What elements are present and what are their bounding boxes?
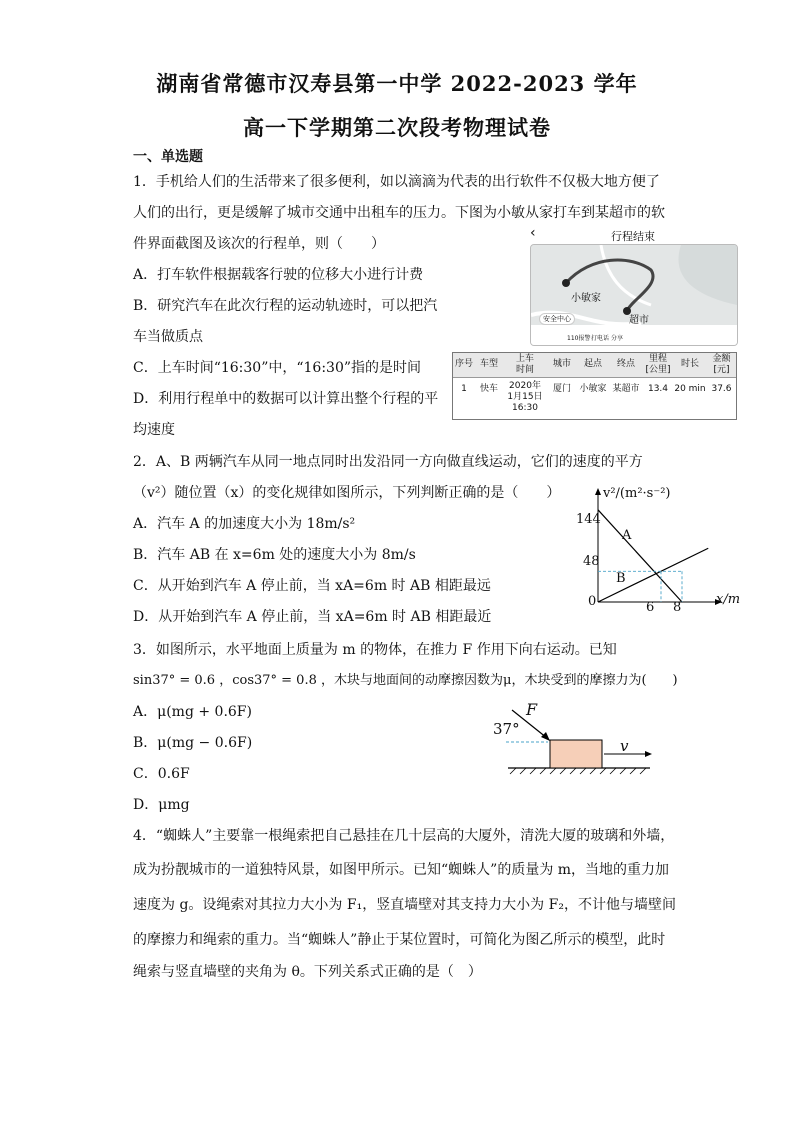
q3-option-c: C．0.6F [133,766,190,782]
graph-xlabel: x/m [716,592,741,607]
q3-line-2: sin37° = 0.6 ，cos37° = 0.8 ，木块与地面间的动摩擦因数为μ，木块受到的摩擦力为( ) [133,673,678,688]
q3-line-1: 3．如图所示，水平地面上质量为 m 的物体，在推力 F 作用下向右运动。已知 [133,642,617,658]
graph-tick-y144: 144 [576,512,601,527]
section-heading: 一、单选题 [133,149,203,165]
map-store-label: 超市 [629,315,649,326]
graph-y-arrow [595,488,601,495]
q3-option-b: B．μ(mg − 0.6F) [133,735,253,751]
q2-option-a: A．汽车 A 的加速度大小为 18m/s² [133,516,356,532]
trip-table-header-cell: 终点 [616,359,635,369]
trip-table-header-cell: 时长 [680,359,699,369]
trip-table-cell: 37.6 [711,384,732,394]
trip-table-cell: 某超市 [612,384,640,394]
map-safety-button[interactable]: 安全中心 [539,313,575,325]
map-back-icon: ‹ [530,225,536,241]
trip-table-cell: 20 min [674,384,706,394]
graph-tick-x8: 8 [673,600,682,615]
trip-table-cell: 快车 [479,384,498,394]
block [550,740,602,768]
q1-option-b-1: B．研究汽车在此次行程的运动轨迹时，可以把汽 [133,298,438,314]
page-title-line1: 湖南省常德市汉寿县第一中学 2022-2023 学年 [156,71,638,96]
map-share-button[interactable]: 分享 [611,335,624,342]
q2-line-2: （v²）随位置（x）的变化规律如图所示，下列判断正确的是（ ） [133,485,561,501]
q4-line-3: 速度为 g。设绳索对其拉力大小为 F₁，竖直墙壁对其支持力大小为 F₂，不计他与墙壁间 [133,897,676,913]
q1-option-d-1: D．利用行程单中的数据可以计算出整个行程的平 [133,391,439,407]
angle-label: 37° [493,720,520,738]
q4-line-2: 成为扮靓城市的一道独特风景，如图甲所示。已知“蜘蛛人”的质量为 m，当地的重力加 [133,862,670,878]
graph-label-b: B [616,571,626,586]
q2-option-c: C．从开始到汽车 A 停止前，当 xA=6m 时 AB 相距最远 [133,578,491,594]
trip-table [452,352,737,420]
series-a-line [598,510,682,602]
q1-option-d-2: 均速度 [133,422,175,438]
velocity-arrow-head [645,751,652,757]
map-drawing [531,245,737,345]
graph-tick-x0: 0 [588,594,597,609]
trip-table-cell: 小敏家 [579,384,607,394]
trip-table-header-cell: 上车 时间 [515,354,534,375]
series-b-line [598,548,708,602]
ground-hatch [510,768,646,774]
map-title: 行程结束 [611,230,655,243]
q2-option-b: B．汽车 AB 在 x=6m 处的速度大小为 8m/s [133,547,416,563]
q1-line-3: 件界面截图及该次的行程单，则（ ） [133,236,385,252]
map-screenshot [530,244,738,346]
map-phone-button[interactable]: 打电话 [591,335,610,342]
velocity-label: v [620,737,629,755]
trip-table-cell: 厦门 [552,384,571,394]
map-call-police-button[interactable]: 110报警 [567,335,591,342]
trip-table-cell: 2020年 1月15日 16:30 [507,381,543,413]
q4-line-1: 4．“蜘蛛人”主要靠一根绳索把自己悬挂在几十层高的大厦外，清洗大厦的玻璃和外墙， [133,828,675,844]
trip-table-header-cell: 金额 [元] [712,354,731,375]
q1-option-a: A．打车软件根据载客行驶的位移大小进行计费 [133,267,424,283]
graph-tick-y48: 48 [583,554,600,569]
q3-option-d: D．μmg [133,797,190,813]
q1-line-1: 1．手机给人们的生活带来了很多便利，如以滴滴为代表的出行软件不仅极大地方便了 [133,174,660,190]
trip-table-header-cell: 城市 [552,359,571,369]
graph-label-a: A [622,528,632,543]
q3-option-a: A．μ(mg + 0.6F) [133,704,252,720]
q4-line-5: 绳索与竖直墙壁的夹角为 θ。下列关系式正确的是（ ） [133,964,482,980]
trip-table-header-cell: 车型 [479,359,498,369]
q4-line-4: 的摩擦力和绳索的重力。当“蜘蛛人”静止于某位置时，可简化为图乙所示的模型，此时 [133,932,666,948]
q2-line-1: 2．A、B 两辆汽车从同一地点同时出发沿同一方向做直线运动，它们的速度的平方 [133,454,643,470]
trip-table-cell: 13.4 [647,384,669,394]
q1-option-c: C．上车时间“16:30”中，“16:30”指的是时间 [133,360,422,376]
trip-table-cell: 1 [461,384,467,394]
force-label: F [526,700,538,719]
q2-option-d: D．从开始到汽车 A 停止前，当 xA=6m 时 AB 相距最近 [133,609,492,625]
force-arrow-head [541,732,550,741]
page-title-line2: 高一下学期第二次段考物理试卷 [243,115,551,140]
map-home-label: 小敏家 [571,293,601,304]
trip-table-header-cell: 序号 [454,359,473,369]
q1-line-2: 人们的出行，更是缓解了城市交通中出租车的压力。下图为小敏从家打车到某超市的软 [133,205,665,221]
trip-table-header-cell: 里程 [公里] [645,354,671,375]
push-block-figure [500,700,660,780]
graph-tick-x6: 6 [646,600,655,615]
graph-ylabel: v²/(m²·s⁻²) [603,486,671,501]
trip-table-header-cell: 起点 [583,359,602,369]
q1-option-b-2: 车当做质点 [133,329,203,345]
